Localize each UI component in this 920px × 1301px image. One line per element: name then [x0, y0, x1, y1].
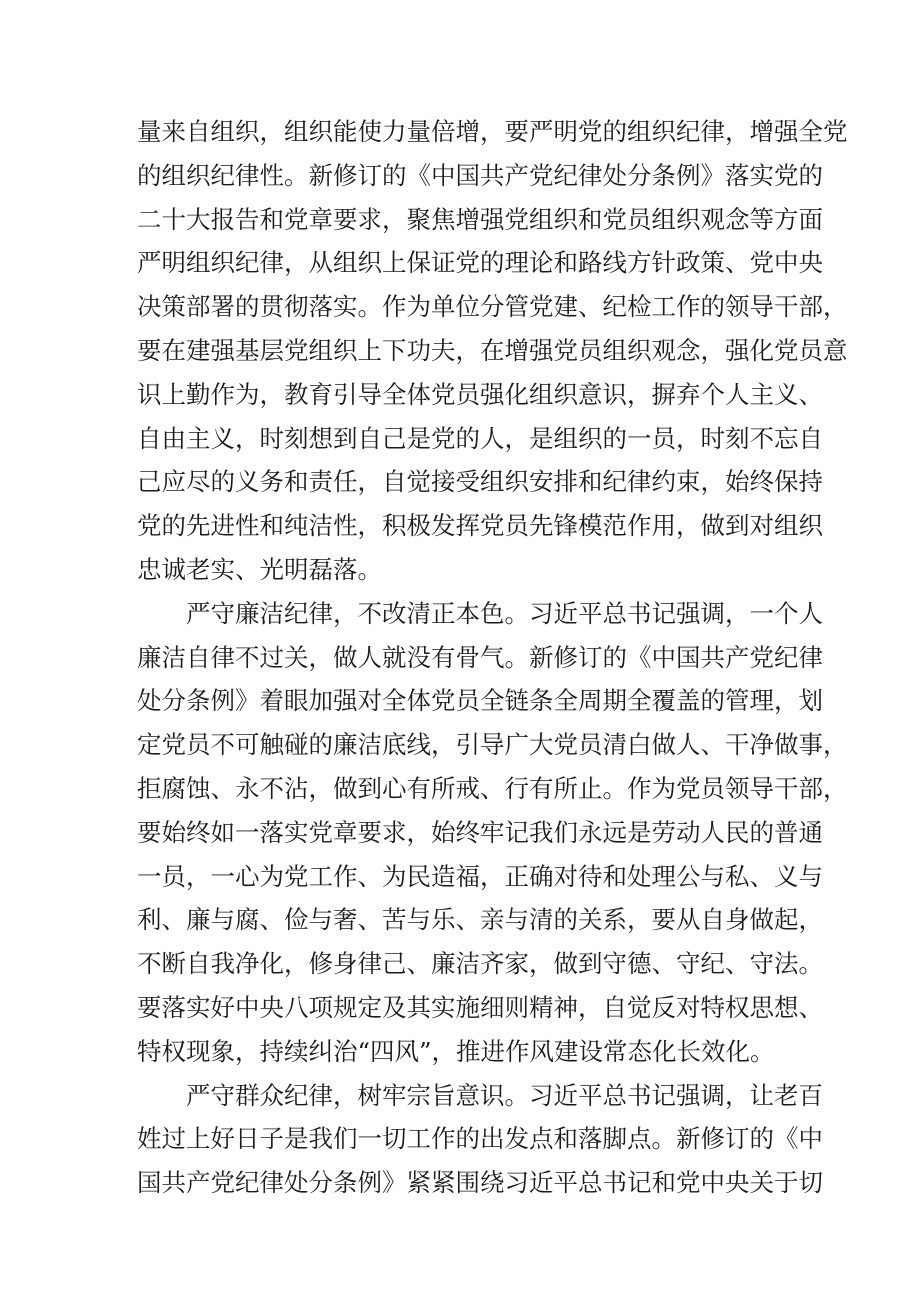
paragraph-organization-discipline: [137, 110, 848, 592]
text-line: 自由主义，时刻想到自己是党的人，是组织的一员，时刻不忘自: [137, 423, 823, 453]
text-line: 特权现象，持续纠治“四风”，推进作风建设常态化长效化。: [137, 1036, 775, 1066]
text-line: 拒腐蚀、永不沾，做到心有所戒、行有所止。作为党员领导干部，: [137, 773, 848, 803]
text-line: 严守群众纪律，树牢宗旨意识。习近平总书记强调，让老百: [137, 1080, 823, 1110]
text-line: 决策部署的贯彻落实。作为单位分管党建、纪检工作的领导干部，: [137, 292, 848, 322]
text-line: 量来自组织，组织能使力量倍增，要严明党的组织纪律，增强全党: [137, 117, 848, 146]
text-line: 严明组织纪律，从组织上保证党的理论和路线方针政策、党中央: [137, 248, 823, 278]
text-line: 要始终如一落实党章要求，始终牢记我们永远是劳动人民的普通: [137, 817, 823, 847]
text-line: 二十大报告和党章要求，聚焦增强党组织和党员组织观念等方面: [137, 204, 823, 234]
document-body: [137, 110, 848, 1205]
text-line: 定党员不可触碰的廉洁底线，引导广大党员清白做人、干净做事，: [137, 730, 848, 760]
text-line: 党的先进性和纯洁性，积极发挥党员先锋模范作用，做到对组织: [137, 511, 823, 541]
text-line: 利、廉与腐、俭与奢、苦与乐、亲与清的关系，要从自身做起，: [137, 905, 823, 935]
text-line: 的组织纪律性。新修订的《中国共产党纪律处分条例》落实党的: [137, 160, 823, 190]
text-line: 国共产党纪律处分条例》紧紧围绕习近平总书记和党中央关于切: [137, 1168, 823, 1198]
text-line: 忠诚老实、光明磊落。: [137, 554, 382, 584]
text-line: 不断自我净化，修身律己、廉洁齐家，做到守德、守纪、守法。: [137, 949, 823, 979]
paragraph-mass-discipline: [137, 1074, 823, 1205]
text-line: 要落实好中央八项规定及其实施细则精神，自觉反对特权思想、: [137, 992, 823, 1022]
text-line: 严守廉洁纪律，不改清正本色。习近平总书记强调，一个人: [137, 598, 823, 628]
text-line: 要在建强基层党组织上下功夫，在增强党员组织观念，强化党员意: [137, 335, 848, 365]
paragraph-integrity-discipline: [137, 592, 848, 1074]
text-line: 廉洁自律不过关，做人就没有骨气。新修订的《中国共产党纪律: [137, 642, 823, 672]
text-line: 一员，一心为党工作、为民造福，正确对待和处理公与私、义与: [137, 861, 823, 891]
text-line: 识上勤作为，教育引导全体党员强化组织意识，摒弃个人主义、: [137, 379, 823, 409]
text-line: 姓过上好日子是我们一切工作的出发点和落脚点。新修订的《中: [137, 1124, 823, 1154]
text-line: 己应尽的义务和责任，自觉接受组织安排和纪律约束，始终保持: [137, 467, 823, 497]
text-line: 处分条例》着眼加强对全体党员全链条全周期全覆盖的管理，划: [137, 686, 823, 716]
